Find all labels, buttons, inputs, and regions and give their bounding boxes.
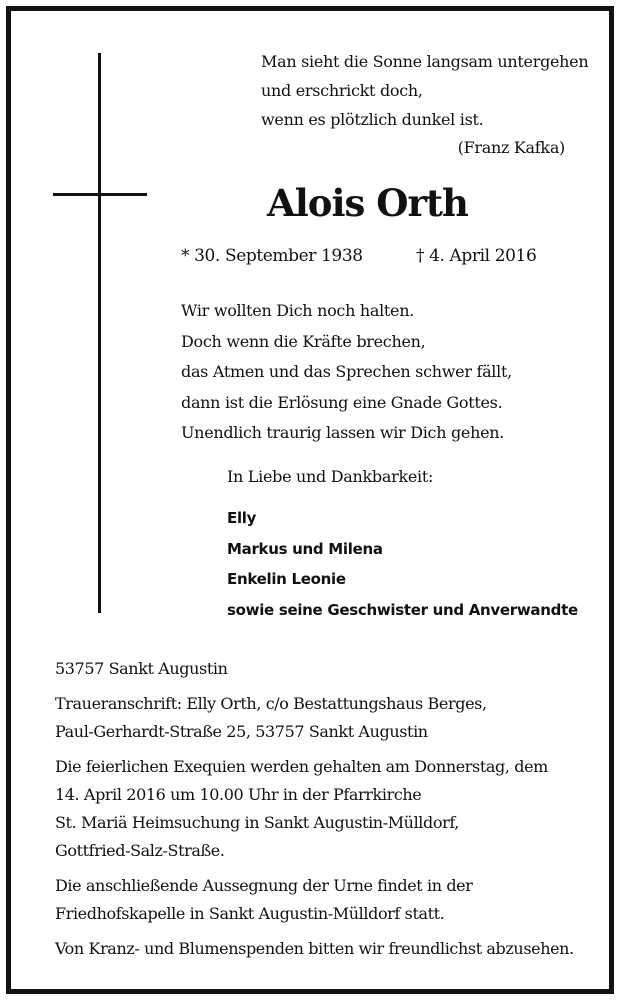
obituary-notice xyxy=(6,6,614,994)
kafka-quote xyxy=(261,47,588,134)
urn-line: Die anschließende Aussegnung der Urne findet in der xyxy=(55,876,473,895)
mourners-intro: In Liebe und Dankbarkeit: xyxy=(227,467,434,486)
poem-line: Unendlich traurig lassen wir Dich gehen. xyxy=(181,423,505,442)
mourner-name: Elly xyxy=(227,509,257,527)
mourner-name: Markus und Milena xyxy=(227,539,383,558)
service-line: Gottfried-Salz-Straße. xyxy=(55,841,225,860)
quote-line: und erschrickt doch, xyxy=(261,81,423,100)
address-line: Traueranschrift: Elly Orth, c/o Bestattungshaus Berges, xyxy=(55,694,487,713)
deceased-name: Alois Orth xyxy=(267,181,468,225)
mourner-name: Enkelin Leonie xyxy=(227,570,346,588)
birth-date: * 30. September 1938 xyxy=(181,246,363,266)
mourners-list xyxy=(227,503,578,625)
service-details xyxy=(55,753,595,865)
cross-icon-horizontal-bar xyxy=(53,193,147,196)
poem-line: das Atmen und das Sprechen schwer fällt, xyxy=(181,362,512,381)
mourning-address xyxy=(55,690,595,746)
address-line: Paul-Gerhardt-Straße 25, 53757 Sankt Augustin xyxy=(55,722,428,741)
flowers-line: Von Kranz- und Blumenspenden bitten wir freundlichst abzusehen. xyxy=(55,939,574,958)
service-line: St. Mariä Heimsuchung in Sankt Augustin-Mülldorf, xyxy=(55,813,459,832)
death-date: † 4. April 2016 xyxy=(416,246,537,266)
quote-line: wenn es plötzlich dunkel ist. xyxy=(261,110,484,129)
service-line: 14. April 2016 um 10.00 Uhr in der Pfarrkirche xyxy=(55,785,422,804)
place-block xyxy=(55,655,595,683)
cross-icon-vertical-bar xyxy=(98,53,101,613)
farewell-poem xyxy=(181,296,512,449)
urn-blessing xyxy=(55,872,595,928)
poem-line: Wir wollten Dich noch halten. xyxy=(181,301,415,320)
flowers-note xyxy=(55,935,595,963)
place-line: 53757 Sankt Augustin xyxy=(55,659,228,678)
poem-line: dann ist die Erlösung eine Gnade Gottes. xyxy=(181,392,503,412)
funeral-info xyxy=(55,655,595,970)
urn-line: Friedhofskapelle in Sankt Augustin-Mülldorf statt. xyxy=(55,904,445,923)
mourner-name: sowie seine Geschwister und Anverwandte xyxy=(227,600,578,619)
service-line: Die feierlichen Exequien werden gehalten am Donnerstag, dem xyxy=(55,757,548,776)
quote-author: (Franz Kafka) xyxy=(457,138,565,157)
poem-line: Doch wenn die Kräfte brechen, xyxy=(181,331,426,351)
quote-line: Man sieht die Sonne langsam untergehen xyxy=(261,52,589,71)
